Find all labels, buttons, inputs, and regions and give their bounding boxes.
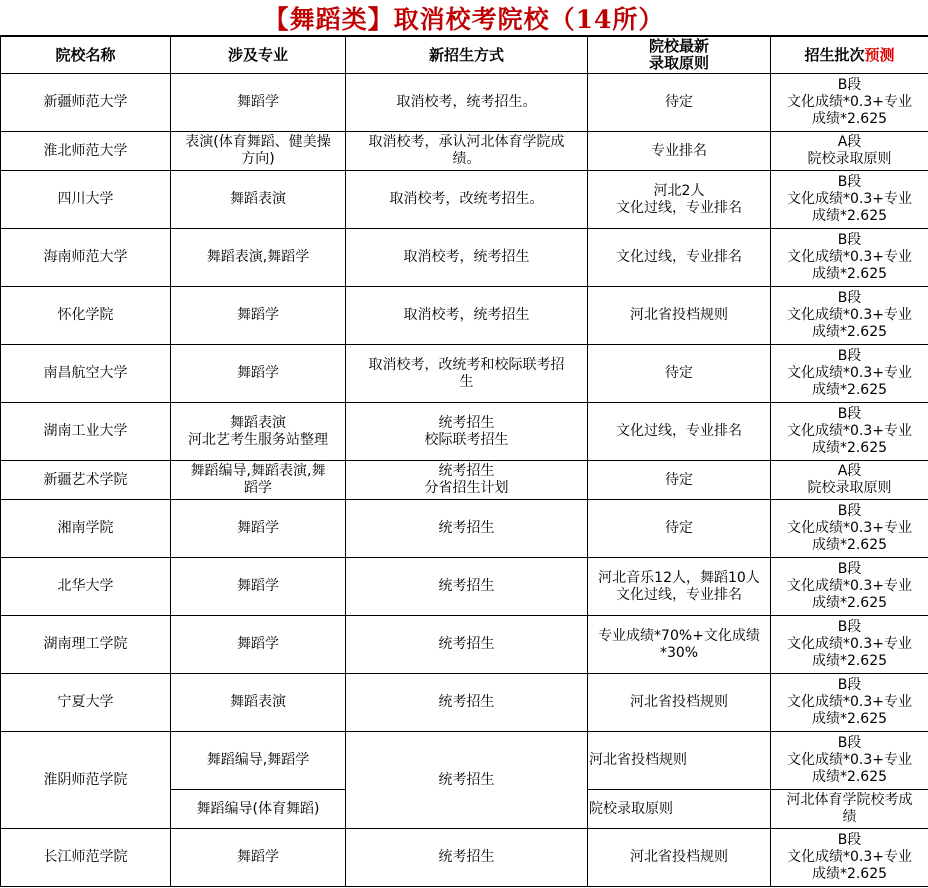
batch-cell xyxy=(771,132,928,171)
table-row xyxy=(1,132,928,171)
schools-table xyxy=(0,36,928,887)
cell-line: B段 xyxy=(837,735,862,751)
cell-line: 校际联考招生 xyxy=(424,431,509,448)
table-row xyxy=(1,345,928,403)
cell-line: 文化成绩*0.3+专业 xyxy=(787,849,912,865)
header-batch-label: 招生批次 xyxy=(804,45,865,64)
cell-line: 成绩*2.625 xyxy=(811,382,888,398)
school-cell: 海南师范大学 xyxy=(1,229,171,287)
cell-line: 文化过线，专业排名 xyxy=(616,199,742,216)
table-header-row xyxy=(1,37,928,74)
header-principle-line2: 录取原则 xyxy=(648,54,709,72)
table-row xyxy=(1,674,928,732)
batch-cell xyxy=(771,500,928,558)
cell-line: 舞蹈学 xyxy=(237,578,279,594)
table-row xyxy=(1,403,928,461)
batch-cell xyxy=(771,732,928,790)
cell-line: 分省招生计划 xyxy=(424,480,509,496)
cell-line: 统考招生 xyxy=(438,463,495,479)
cell-line: B段 xyxy=(837,677,862,693)
principle-cell xyxy=(588,500,771,558)
major-cell xyxy=(171,461,346,500)
table-row xyxy=(1,829,928,887)
cell-line: 成绩*2.625 xyxy=(811,769,888,785)
cell-line: 舞蹈学 xyxy=(237,365,279,381)
cell-line: 方向) xyxy=(241,151,275,167)
major-cell: 舞蹈编导,舞蹈学 xyxy=(171,732,346,790)
header-principle xyxy=(588,37,771,74)
cell-line: 河北省投档规则 xyxy=(630,307,728,323)
principle-cell xyxy=(588,616,771,674)
school-cell: 怀化学院 xyxy=(1,287,171,345)
batch-cell xyxy=(771,403,928,461)
cell-line: 文化成绩*0.3+专业 xyxy=(787,578,912,594)
cell-line: 取消校考，统考招生 xyxy=(403,307,530,323)
principle-cell xyxy=(588,829,771,887)
major-cell xyxy=(171,558,346,616)
method-cell: 统考招生 xyxy=(346,732,588,829)
school-cell: 长江师范学院 xyxy=(1,829,171,887)
table-row xyxy=(1,229,928,287)
cell-line: 取消校考，承认河北体育学院成 xyxy=(368,134,565,150)
method-cell xyxy=(346,287,588,345)
method-cell xyxy=(346,616,588,674)
cell-line: 绩。 xyxy=(452,151,481,167)
batch-cell xyxy=(771,171,928,229)
cell-line: 待定 xyxy=(665,471,693,488)
batch-cell xyxy=(771,790,928,829)
major-cell xyxy=(171,171,346,229)
cell-line: 文化成绩*0.3+专业 xyxy=(787,249,912,265)
principle-cell xyxy=(588,345,771,403)
method-cell xyxy=(346,132,588,171)
header-principle-line1: 院校最新 xyxy=(648,37,709,55)
cell-line: 舞蹈学 xyxy=(237,849,279,865)
batch-cell xyxy=(771,287,928,345)
cell-line: 待定 xyxy=(665,94,693,110)
batch-cell xyxy=(771,74,928,132)
batch-cell xyxy=(771,829,928,887)
major-cell xyxy=(171,616,346,674)
cell-line: 专业成绩*70%+文化成绩 xyxy=(598,627,760,644)
batch-cell xyxy=(771,229,928,287)
batch-cell xyxy=(771,558,928,616)
method-cell xyxy=(346,74,588,132)
table-row xyxy=(1,500,928,558)
cell-line: 文化成绩*0.3+专业 xyxy=(787,752,912,768)
table-row xyxy=(1,732,928,790)
cell-line: 文化成绩*0.3+专业 xyxy=(787,423,912,439)
table-row xyxy=(1,171,928,229)
principle-cell xyxy=(588,287,771,345)
cell-line: 待定 xyxy=(665,365,693,381)
cell-line: 舞蹈学 xyxy=(237,636,279,652)
batch-cell xyxy=(771,674,928,732)
principle-cell xyxy=(588,74,771,132)
major-cell xyxy=(171,132,346,171)
principle-cell xyxy=(588,674,771,732)
major-cell xyxy=(171,74,346,132)
cell-line: 统考招生 xyxy=(438,520,495,536)
cell-line: 文化成绩*0.3+专业 xyxy=(787,365,912,381)
principle-cell xyxy=(588,461,771,500)
major-cell xyxy=(171,500,346,558)
cell-line: 取消校考，改统考招生。 xyxy=(389,191,544,207)
cell-line: B段 xyxy=(837,232,862,248)
cell-line: 统考招生 xyxy=(438,849,495,865)
school-cell: 北华大学 xyxy=(1,558,171,616)
cell-line: B段 xyxy=(837,503,862,519)
major-cell xyxy=(171,674,346,732)
major-cell xyxy=(171,403,346,461)
school-cell: 新疆艺术学院 xyxy=(1,461,171,500)
method-cell xyxy=(346,674,588,732)
cell-line: 文化成绩*0.3+专业 xyxy=(787,94,912,110)
header-school: 院校名称 xyxy=(1,37,171,74)
major-cell: 舞蹈编导(体育舞蹈) xyxy=(171,790,346,829)
cell-line: 文化成绩*0.3+专业 xyxy=(787,636,912,652)
cell-line: 舞蹈学 xyxy=(237,307,279,323)
cell-line: 统考招生 xyxy=(438,414,495,431)
cell-line: 河北省投档规则 xyxy=(630,849,728,865)
cell-line: 取消校考，统考招生。 xyxy=(396,94,537,110)
cell-line: 蹈学 xyxy=(244,480,272,496)
cell-line: 院校录取原则 xyxy=(807,480,892,496)
cell-line: B段 xyxy=(837,406,862,422)
cell-line: 专业排名 xyxy=(651,142,707,159)
cell-line: 成绩*2.625 xyxy=(811,866,888,882)
header-batch-prediction: 预测 xyxy=(864,45,895,64)
cell-line: 成绩*2.625 xyxy=(811,653,888,669)
school-cell: 南昌航空大学 xyxy=(1,345,171,403)
cell-line: 文化过线，专业排名 xyxy=(616,249,742,265)
cell-line: 舞蹈表演 xyxy=(230,694,286,710)
cell-line: B段 xyxy=(837,174,862,190)
header-major: 涉及专业 xyxy=(171,37,346,74)
table-body xyxy=(1,74,928,887)
school-cell: 淮北师范大学 xyxy=(1,132,171,171)
cell-line: 文化成绩*0.3+专业 xyxy=(787,307,912,323)
cell-line: 统考招生 xyxy=(438,694,495,710)
school-cell: 新疆师范大学 xyxy=(1,74,171,132)
cell-line: 文化成绩*0.3+专业 xyxy=(787,694,912,710)
method-cell xyxy=(346,461,588,500)
cell-line: 院校录取原则 xyxy=(807,151,892,167)
cell-line: 成绩*2.625 xyxy=(811,595,888,611)
school-cell: 四川大学 xyxy=(1,171,171,229)
cell-line: 文化过线，专业排名 xyxy=(616,586,742,603)
cell-line: 舞蹈表演 xyxy=(230,414,286,431)
method-cell xyxy=(346,345,588,403)
cell-line: B段 xyxy=(837,561,862,577)
school-cell: 湖南理工学院 xyxy=(1,616,171,674)
principle-cell xyxy=(588,403,771,461)
major-cell xyxy=(171,229,346,287)
cell-line: 成绩*2.625 xyxy=(811,111,888,127)
table-row xyxy=(1,461,928,500)
header-batch xyxy=(771,37,928,74)
method-cell xyxy=(346,171,588,229)
school-cell: 淮阴师范学院 xyxy=(1,732,171,829)
method-cell xyxy=(346,403,588,461)
cell-line: *30% xyxy=(659,644,699,661)
major-cell xyxy=(171,345,346,403)
major-cell xyxy=(171,829,346,887)
cell-line: 河北省投档规则 xyxy=(630,694,728,710)
cell-line: 舞蹈编导,舞蹈表演,舞 xyxy=(190,463,326,479)
cell-line: 舞蹈表演 xyxy=(230,191,286,207)
table-row xyxy=(1,558,928,616)
cell-line: 成绩*2.625 xyxy=(811,537,888,553)
cell-line: 河北音乐12人，舞蹈10人 xyxy=(598,569,760,586)
major-cell xyxy=(171,287,346,345)
cell-line: B段 xyxy=(837,832,862,848)
cell-line: B段 xyxy=(837,290,862,306)
method-cell xyxy=(346,500,588,558)
page-title: 【舞蹈类】取消校考院校（14所） xyxy=(0,0,928,36)
cell-line: 成绩*2.625 xyxy=(811,266,888,282)
cell-line: 河北体育学院校考成 xyxy=(786,792,913,808)
principle-cell: 院校录取原则 xyxy=(588,790,771,829)
cell-line: B段 xyxy=(837,348,862,364)
cell-line: 统考招生 xyxy=(438,578,495,594)
cell-line: B段 xyxy=(837,77,862,93)
cell-line: 河北2人 xyxy=(653,182,705,199)
method-cell xyxy=(346,229,588,287)
batch-cell xyxy=(771,345,928,403)
cell-line: 舞蹈表演,舞蹈学 xyxy=(206,249,310,265)
school-cell: 湖南工业大学 xyxy=(1,403,171,461)
principle-cell xyxy=(588,229,771,287)
cell-line: 舞蹈学 xyxy=(237,520,279,536)
method-cell xyxy=(346,829,588,887)
cell-line: 待定 xyxy=(665,520,693,536)
school-cell: 湘南学院 xyxy=(1,500,171,558)
cell-line: 成绩*2.625 xyxy=(811,711,888,727)
cell-line: 成绩*2.625 xyxy=(811,440,888,456)
table-row xyxy=(1,287,928,345)
cell-line: 文化过线，专业排名 xyxy=(616,423,742,439)
method-cell xyxy=(346,558,588,616)
cell-line: 成绩*2.625 xyxy=(811,208,888,224)
cell-line: 取消校考，统考招生 xyxy=(403,249,530,265)
cell-line: 河北艺考生服务站整理 xyxy=(188,431,328,448)
cell-line: 取消校考，改统考和校际联考招 xyxy=(368,356,565,373)
table-row xyxy=(1,616,928,674)
cell-line: 成绩*2.625 xyxy=(811,324,888,340)
cell-line: A段 xyxy=(837,134,862,150)
principle-cell xyxy=(588,171,771,229)
cell-line: 绩 xyxy=(842,809,857,825)
header-method: 新招生方式 xyxy=(346,37,588,74)
cell-line: 表演(体育舞蹈、健美操 xyxy=(185,134,331,150)
cell-line: A段 xyxy=(837,463,862,479)
principle-cell xyxy=(588,558,771,616)
table-row xyxy=(1,74,928,132)
cell-line: 文化成绩*0.3+专业 xyxy=(787,191,912,207)
batch-cell xyxy=(771,616,928,674)
cell-line: B段 xyxy=(837,619,862,635)
batch-cell xyxy=(771,461,928,500)
cell-line: 生 xyxy=(459,373,474,390)
cell-line: 舞蹈学 xyxy=(237,94,279,110)
cell-line: 统考招生 xyxy=(438,636,495,652)
principle-cell: 河北省投档规则 xyxy=(588,732,771,790)
cell-line: 文化成绩*0.3+专业 xyxy=(787,520,912,536)
principle-cell xyxy=(588,132,771,171)
school-cell: 宁夏大学 xyxy=(1,674,171,732)
